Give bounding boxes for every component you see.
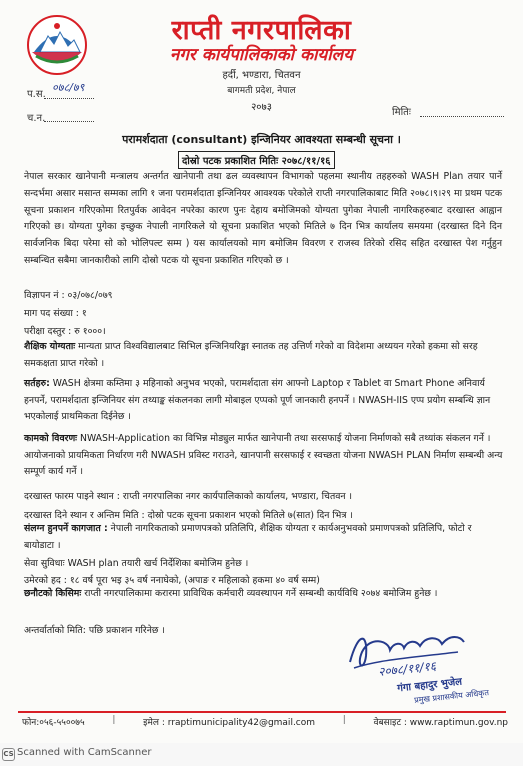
documents-label: संलग्न हुनपर्ने कागजात : [24, 523, 108, 534]
footer-phone: फोन:०५६-५५००७५ [22, 718, 85, 728]
date-label: मितिः [392, 107, 411, 118]
documents-section [24, 521, 504, 554]
age-limit: उमेरको हद : १८ वर्ष पूरा भइ ३५ वर्ष ननाघेको, (अपाङ र महिलाको हकमा ४० वर्ष सम्म) [24, 575, 320, 586]
office-name: नगर कार्यपालिकाको कार्यालय [169, 45, 354, 65]
camscanner-icon: CS [2, 748, 15, 761]
established-year: २०७३ [251, 102, 272, 113]
office-address: हर्दी, भण्डारा, चितवन [222, 70, 301, 81]
footer-website[interactable]: वेबसाइट : www.raptimun.gov.np [373, 718, 508, 728]
work-label: कामको विवरणः [24, 433, 78, 444]
conditions-section [24, 376, 504, 426]
exam-fee: परीक्षा दस्तुर : रु १०००। [24, 326, 106, 337]
ad-number: विज्ञापन नं : ०३/०७८/०७९ [24, 290, 113, 301]
demand-count: माग पद संख्या : १ [24, 308, 87, 319]
footer-separator: | [342, 715, 346, 725]
selection-text: राप्ती नगरपालिकामा करारमा प्राविधिक कर्मचारी व्यवस्थापन गर्ने सम्बन्धी कार्यविधि २०७४ बमोजिम हुनेछ । [81, 588, 438, 599]
work-section [24, 431, 504, 481]
conditions-text: WASH क्षेत्रमा कम्तिमा ३ महिनाको अनुभव भएको, परामर्शदाता संग आफ्नो Laptop र Tablet वा Smart Phone अनिवार्य हनपर्ने, परामर्शदाता इन्जिनियर संग तथ्याङ्क संकलनका लागी मोबाइल एप्पको पूर्ण जानकारी हनपर्ने । NWASH-IIS एप्प प्रयोग सम्बन्धि ज्ञान भएकोलाई प्राथमिकता दिईनेछ । [24, 378, 491, 422]
notice-title: परामर्शदाता (consultant) इन्जिनियर आवश्यता सम्बन्धी सूचना । [122, 133, 401, 146]
date-underline [420, 116, 504, 117]
second-publication-date: दोस्रो पटक प्रकाशित मितिः २०७८/११/१६ [178, 151, 335, 169]
work-text: NWASH-Application का विभिन्न मोड्युल मार्फत खानेपानी तथा सरसफाई योजना निर्माणको सबै तथ्यांक संकलन गर्ने । आयोजनाको प्रायमिकता निर्धारण गरी NWASH प्रविस्ट गराउने, खानपानी सरसफाई र स्वच्छता योजना NWASH PLAN निर्माण सम्बन्धी अन्य सम्पूर्ण कार्य गर्ने । [24, 433, 503, 477]
signatory-name: गंगा बहादुर भुजेल [396, 676, 463, 695]
form-place: दरखास्त फारम पाइने स्थान : राप्ती नगरपालिका नगर कार्यपालिकाको कार्यालय, भण्डारा, चितवन । [24, 491, 353, 502]
deadline: दरखास्त दिने स्थान र अन्तिम मिति : दोस्रो पटक सूचना प्रकाशन भएको मितिले ७(सात) दिन भित्र । [24, 510, 353, 521]
ref-value: ०७८/७९ [52, 81, 85, 94]
office-province: बागमती प्रदेश, नेपाल [227, 86, 296, 96]
footer-email[interactable]: इमेल : rraptimunicipality42@gmail.com [143, 718, 316, 728]
documents-text: नेपाली नागरिकताको प्रमाणपत्रको प्रतिलिपि, शैक्षिक योग्यता र कार्यअनुभवको प्रमाणपत्रको प्रतिलिपि, फोटो र बायोडाटा । [24, 523, 472, 551]
interview-date: अन्तर्वार्ताको मिति: पछि प्रकाशन गरिनेछ । [24, 625, 165, 636]
cha-label: च.न. [27, 113, 46, 124]
selection-section [24, 586, 504, 603]
qualification-label: शैक्षिक योग्यताः [24, 341, 76, 352]
qualification-text: मान्यता प्राप्त विश्वविद्यालबाट सिभिल इन्जिनियरिङ्मा स्नातक तह उत्तिर्ण गरेको वा विदेशमा अध्ययन गरेको हकमा सो सरह समकक्षता प्राप्त गरेको । [24, 341, 478, 369]
ref-underline [44, 98, 94, 99]
conditions-label: सर्तहरु: [24, 378, 50, 389]
footer [22, 715, 508, 728]
qualification-section [24, 339, 504, 372]
selection-label: छनौटको किसिमः [24, 588, 82, 599]
footer-divider [18, 711, 506, 713]
intro-paragraph: नेपाल सरकार खानेपानी मन्त्रालय अन्तर्गत खानेपानी तथा ढल व्यवस्थापन विभागको पहलमा स्थानीय तहहरुको WASH Plan तयार पार्ने सन्दर्भमा असार मसान्त सम्मका लागि १ जना परामर्शदाता इन्जिनियर आवश्यक परेकोले राप्ती नगरपालिकाबाट मिति २०७८।९।२९ मा प्रथम पटक सूचना प्रकाशन गरिएकोमा रितपुर्वक आवेदन नपरेका कारण पुनः देहाय बमोजिमको योग्यता पुगेका नेपाली नागरिकहरुबाट दरखास्त आह्वान गरिएको छ। योग्यता पुगेका इच्छुक नेपाली नागरिकले यो सूचना प्रकाशित भएको मितिले ७ दिन भित्र कार्यालय समयमा (दरखास्त दिने दिन सार्वजनिक बिदा परेमा सो को भोलिपल्ट सम्म ) यस कार्यालयको माग बमोजिम विवरण र राजस्व तिरेको रसिद सहित दरखास्त पेश गर्नुहुन सम्बन्धित सबैमा जानकारीको लागि दोस्रो पटक यो सूचना प्रकाशित गरिएको छ । [24, 171, 502, 266]
cha-underline [44, 121, 94, 122]
signatory-title: प्रमुख प्रशासकीय अधिकृत [413, 688, 490, 705]
ref-label: प.स. [27, 89, 46, 100]
scanner-watermark: Scanned with CamScanner [17, 747, 152, 758]
signature-date: २०७८/११/१६ [377, 659, 437, 679]
footer-separator: | [112, 715, 116, 725]
facility: सेवा सुविधाः WASH plan तयारी खर्च निर्देशिका बमोजिम हुनेछ । [24, 558, 249, 569]
org-name: राप्ती नगरपालिका [171, 15, 352, 46]
